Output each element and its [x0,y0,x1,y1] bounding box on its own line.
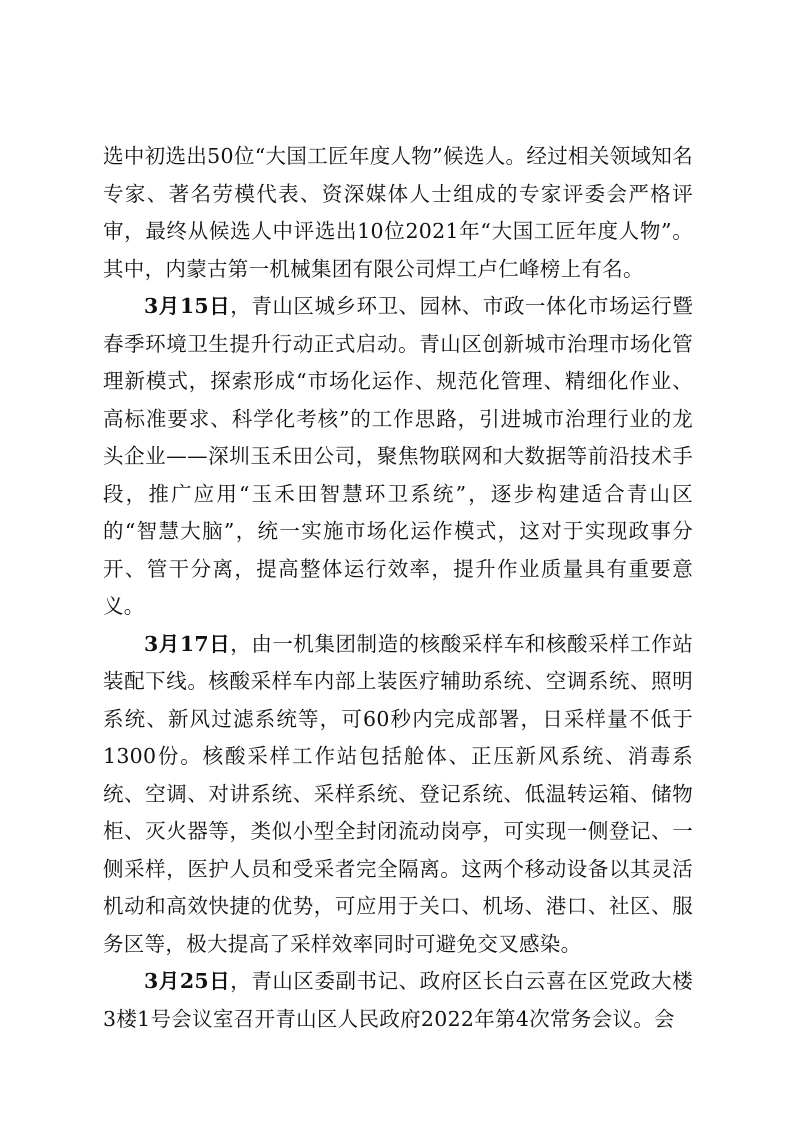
paragraph-march-17 [103,626,693,964]
paragraph-march-25 [103,963,693,1038]
paragraph-date: 3月15日 [144,294,231,318]
paragraph-text: ，青山区城乡环卫、园林、市政一体化市场运行暨春季环境卫生提升行动正式启动。青山区创新城市治理市场化管理新模式，探索形成“市场化运作、规范化管理、精细化作业、高标准要求、科学化考核”的工作思路，引进城市治理行业的龙头企业——深圳玉禾田公司，聚焦物联网和大数据等前沿技术手段，推广应用“玉禾田智慧环卫系统”，逐步构建适合青山区的“智慧大脑”，统一实施市场化运作模式，这对于实现政事分开、管干分离，提高整体运行效率，提升作业质量具有重要意义。 [103,294,693,618]
paragraph-text: 选中初选出50位“大国工匠年度人物”候选人。经过相关领域知名专家、著名劳模代表、资深媒体人士组成的专家评委会严格评审，最终从候选人中评选出10位2021年“大国工匠年度人物”。其中，内蒙古第一机械集团有限公司焊工卢仁峰榜上有名。 [103,144,693,281]
paragraph-march-15 [103,288,693,626]
paragraph-date: 3月25日 [144,969,231,993]
paragraph-text: ，青山区委副书记、政府区长白云喜在区党政大楼3楼1号会议室召开青山区人民政府2022年第4次常务会议。会 [103,969,693,1031]
paragraph-continuation [103,138,693,288]
document-page [103,138,693,1038]
paragraph-text: ，由一机集团制造的核酸采样车和核酸采样工作站装配下线。核酸采样车内部上装医疗辅助系统、空调系统、照明系统、新风过滤系统等，可60秒内完成部署，日采样量不低于1300份。核酸采样工作站包括舱体、正压新风系统、消毒系统、空调、对讲系统、采样系统、登记系统、低温转运箱、储物柜、灭火器等，类似小型全封闭流动岗亭，可实现一侧登记、一侧采样，医护人员和受采者完全隔离。这两个移动设备以其灵活机动和高效快捷的优势，可应用于关口、机场、港口、社区、服务区等，极大提高了采样效率同时可避免交叉感染。 [103,631,693,956]
paragraph-date: 3月17日 [144,631,231,656]
